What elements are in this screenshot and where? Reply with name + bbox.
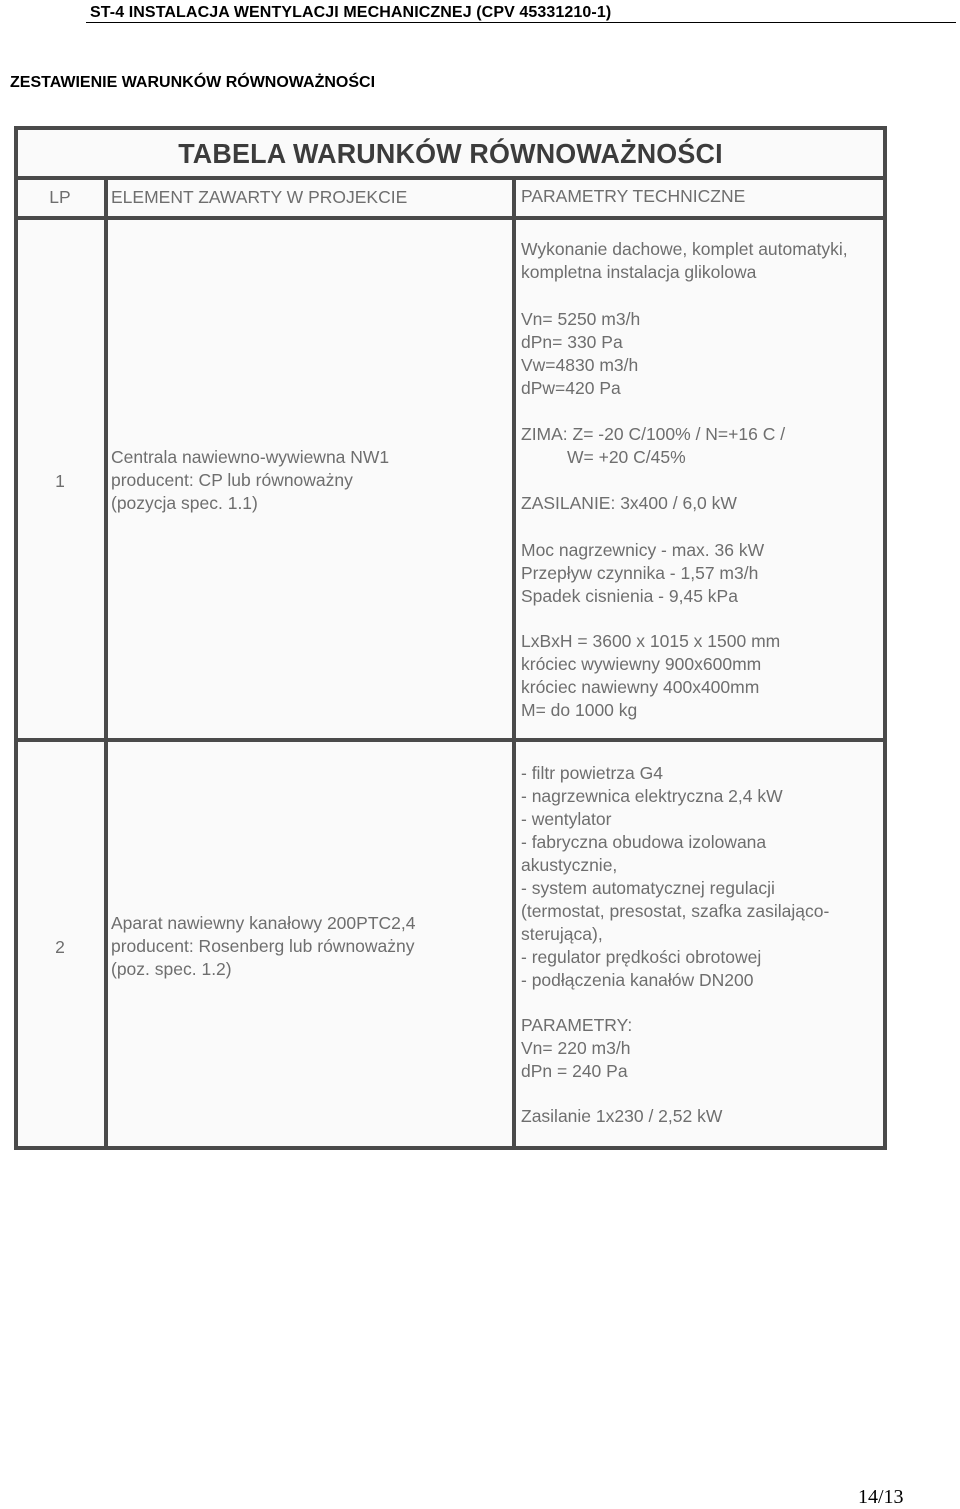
- table-rule: [18, 738, 883, 742]
- column-header-element: ELEMENT ZAWARTY W PROJEKCIE: [111, 187, 408, 207]
- param-line: Zasilanie 1x230 / 2,52 kW: [521, 1106, 723, 1126]
- table-rule: [18, 176, 883, 180]
- row-2-element-line: (poz. spec. 1.2): [111, 959, 232, 979]
- param-line: dPw=420 Pa: [521, 378, 621, 398]
- row-1-element-line: producent: CP lub równoważny: [111, 470, 353, 490]
- row-1-element: [111, 446, 389, 515]
- param-line: W= +20 C/45%: [567, 447, 686, 467]
- param-line: Przepływ czynnika - 1,57 m3/h: [521, 563, 759, 583]
- param-line: PARAMETRY:: [521, 1015, 633, 1035]
- param-line: LxBxH = 3600 x 1015 x 1500 mm: [521, 631, 781, 651]
- param-line: Vw=4830 m3/h: [521, 355, 639, 375]
- param-line: dPn = 240 Pa: [521, 1061, 628, 1081]
- param-line: - podłączenia kanałów DN200: [521, 970, 754, 990]
- column-header-lp: LP: [49, 187, 71, 207]
- param-line: - nagrzewnica elektryczna 2,4 kW: [521, 786, 783, 806]
- row-1-element-line: (pozycja spec. 1.1): [111, 493, 258, 513]
- row-2-element-line: Aparat nawiewny kanałowy 200PTC2,4: [111, 913, 416, 933]
- param-line: - wentylator: [521, 809, 612, 829]
- param-line: króciec nawiewny 400x400mm: [521, 677, 760, 697]
- param-line: ZIMA: Z= -20 C/100% / N=+16 C /: [521, 424, 786, 444]
- param-line: Moc nagrzewnicy - max. 36 kW: [521, 540, 765, 560]
- param-line: króciec wywiewny 900x600mm: [521, 654, 762, 674]
- param-line: M= do 1000 kg: [521, 700, 638, 720]
- param-line: - filtr powietrza G4: [521, 763, 663, 783]
- row-2-element: [111, 912, 415, 981]
- param-line: sterująca),: [521, 924, 603, 944]
- row-2-params: [521, 762, 829, 1128]
- param-line: Vn= 5250 m3/h: [521, 309, 641, 329]
- param-line: Wykonanie dachowe, komplet automatyki,: [521, 239, 848, 259]
- param-line: - system automatycznej regulacji: [521, 878, 775, 898]
- param-line: dPn= 330 Pa: [521, 332, 623, 352]
- equivalence-table-image: [14, 126, 887, 1150]
- row-2-lp: 2: [55, 937, 65, 957]
- section-heading: ZESTAWIENIE WARUNKÓW RÓWNOWAŻNOŚCI: [10, 74, 376, 91]
- column-header-params: PARAMETRY TECHNICZNE: [521, 186, 746, 206]
- param-line: kompletna instalacja glikolowa: [521, 262, 757, 282]
- page-header: [0, 0, 960, 24]
- document-title: ST-4 INSTALACJA WENTYLACJI MECHANICZNEJ (CPV 45331210-1): [90, 4, 612, 21]
- param-line: - fabryczna obudowa izolowana: [521, 832, 767, 852]
- param-line: akustycznie,: [521, 855, 618, 875]
- row-1-lp: 1: [55, 471, 65, 491]
- param-line: Vn= 220 m3/h: [521, 1038, 631, 1058]
- param-line: Spadek cisnienia - 9,45 kPa: [521, 586, 738, 606]
- row-1-params: [521, 238, 848, 722]
- page-number: 14/13: [858, 1486, 904, 1508]
- param-line: ZASILANIE: 3x400 / 6,0 kW: [521, 493, 737, 513]
- table-title: TABELA WARUNKÓW RÓWNOWAŻNOŚCI: [178, 138, 723, 169]
- column-divider: [512, 176, 516, 1146]
- row-2-element-line: producent: Rosenberg lub równoważny: [111, 936, 415, 956]
- param-line: (termostat, presostat, szafka zasilająco-: [521, 901, 830, 921]
- row-1-element-line: Centrala nawiewno-wywiewna NW1: [111, 447, 390, 467]
- table-rule: [18, 216, 883, 220]
- header-rule: [86, 22, 956, 23]
- param-line: - regulator prędkości obrotowej: [521, 947, 762, 967]
- column-divider: [104, 176, 108, 1146]
